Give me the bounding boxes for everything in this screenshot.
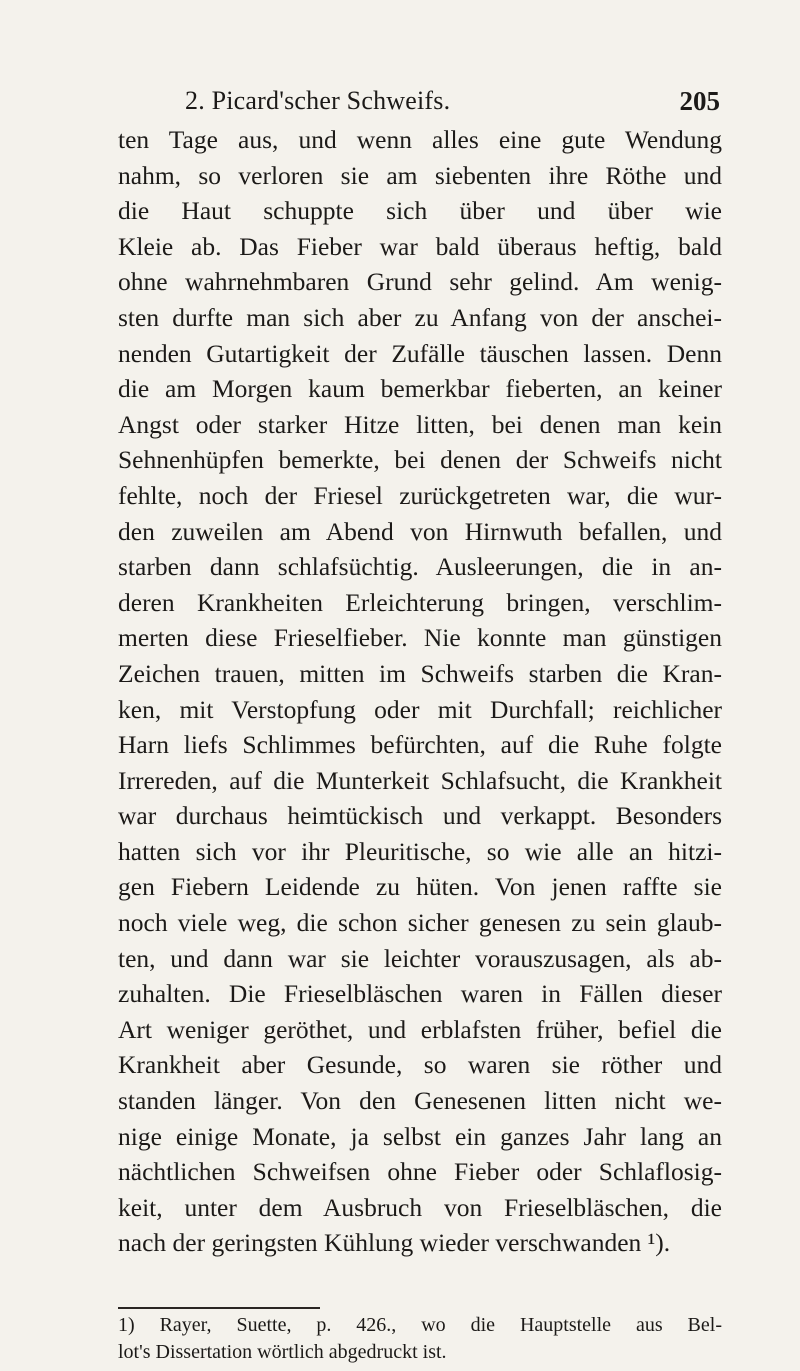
footnotes [118,1312,722,1366]
text-line: ohne wahrnehmbaren Grund sehr gelind. Am wenig- [118,267,722,297]
footnote-divider [118,1307,320,1309]
text-line: die Haut schuppte sich über und über wie [118,196,722,226]
text-line: noch viele weg, die schon sicher genesen zu sein glaub- [118,908,722,938]
text-line: keit, unter dem Ausbruch von Frieselbläschen, die [118,1192,722,1222]
text-line: Angst oder starker Hitze litten, bei denen man kein [118,409,722,439]
text-line: Sehnenhüpfen bemerkte, bei denen der Schweifs nicht [118,445,722,475]
text-line: Harn liefs Schlimmes befürchten, auf die Ruhe folgte [118,730,722,760]
text-line: Krankheit aber Gesunde, so waren sie röther und [118,1050,722,1080]
text-line: ten Tage aus, und wenn alles eine gute Wendung [118,125,722,154]
text-line: starben dann schlafsüchtig. Ausleerungen, die in an- [118,552,722,582]
text-line: nige einige Monate, ja selbst ein ganzes Jahr lang an [118,1121,722,1151]
text-line: nahm, so verloren sie am siebenten ihre Röthe und [118,160,722,190]
footnote-line: 1) Rayer, Suette, p. 426., wo die Hauptstelle aus Bel- [118,1314,722,1336]
text-line: nenden Gutartigkeit der Zufälle täuschen lassen. Denn [118,338,722,368]
text-line: standen länger. Von den Genesenen litten nicht we- [118,1086,722,1116]
text-line: fehlte, noch der Friesel zurückgetreten war, die wur- [118,480,722,510]
text-line: hatten sich vor ihr Pleuritische, so wie alle an hitzi- [118,836,722,866]
text-line: deren Krankheiten Erleichterung bringen, verschlim- [118,587,722,617]
text-line: war durchaus heimtückisch und verkappt. Besonders [118,801,722,831]
running-title: 2. Picard'scher Schweifs. [185,86,451,115]
text-line: nach der geringsten Kühlung wieder verschwanden ¹). [118,1228,671,1258]
text-line: gen Fiebern Leidende zu hüten. Von jenen raffte sie [118,872,722,902]
running-head [185,86,720,120]
text-line: Zeichen trauen, mitten im Schweifs starben die Kran- [118,658,722,688]
text-line: ken, mit Verstopfung oder mit Durchfall; reichlicher [118,694,722,724]
body-text [118,122,722,1261]
page-number: 205 [679,86,720,116]
text-line: Art weniger geröthet, und erblafsten früher, befiel die [118,1014,722,1044]
text-line: den zuweilen am Abend von Hirnwuth befallen, und [118,516,722,546]
text-line: ten, und dann war sie leichter vorauszusagen, als ab- [118,943,722,973]
text-line: merten diese Frieselfieber. Nie konnte man günstigen [118,623,722,653]
text-line: Irrereden, auf die Munterkeit Schlafsucht, die Krankheit [118,765,722,795]
text-line: zuhalten. Die Frieselbläschen waren in Fällen dieser [118,979,722,1009]
text-line: die am Morgen kaum bemerkbar fieberten, an keiner [118,374,722,404]
footnote-line: lot's Dissertation wörtlich abgedruckt ist. [118,1341,447,1363]
text-line: nächtlichen Schweifsen ohne Fieber oder Schlaflosig- [118,1157,722,1187]
text-line: sten durfte man sich aber zu Anfang von der anschei- [118,302,722,332]
text-line: Kleie ab. Das Fieber war bald überaus heftig, bald [118,231,722,261]
